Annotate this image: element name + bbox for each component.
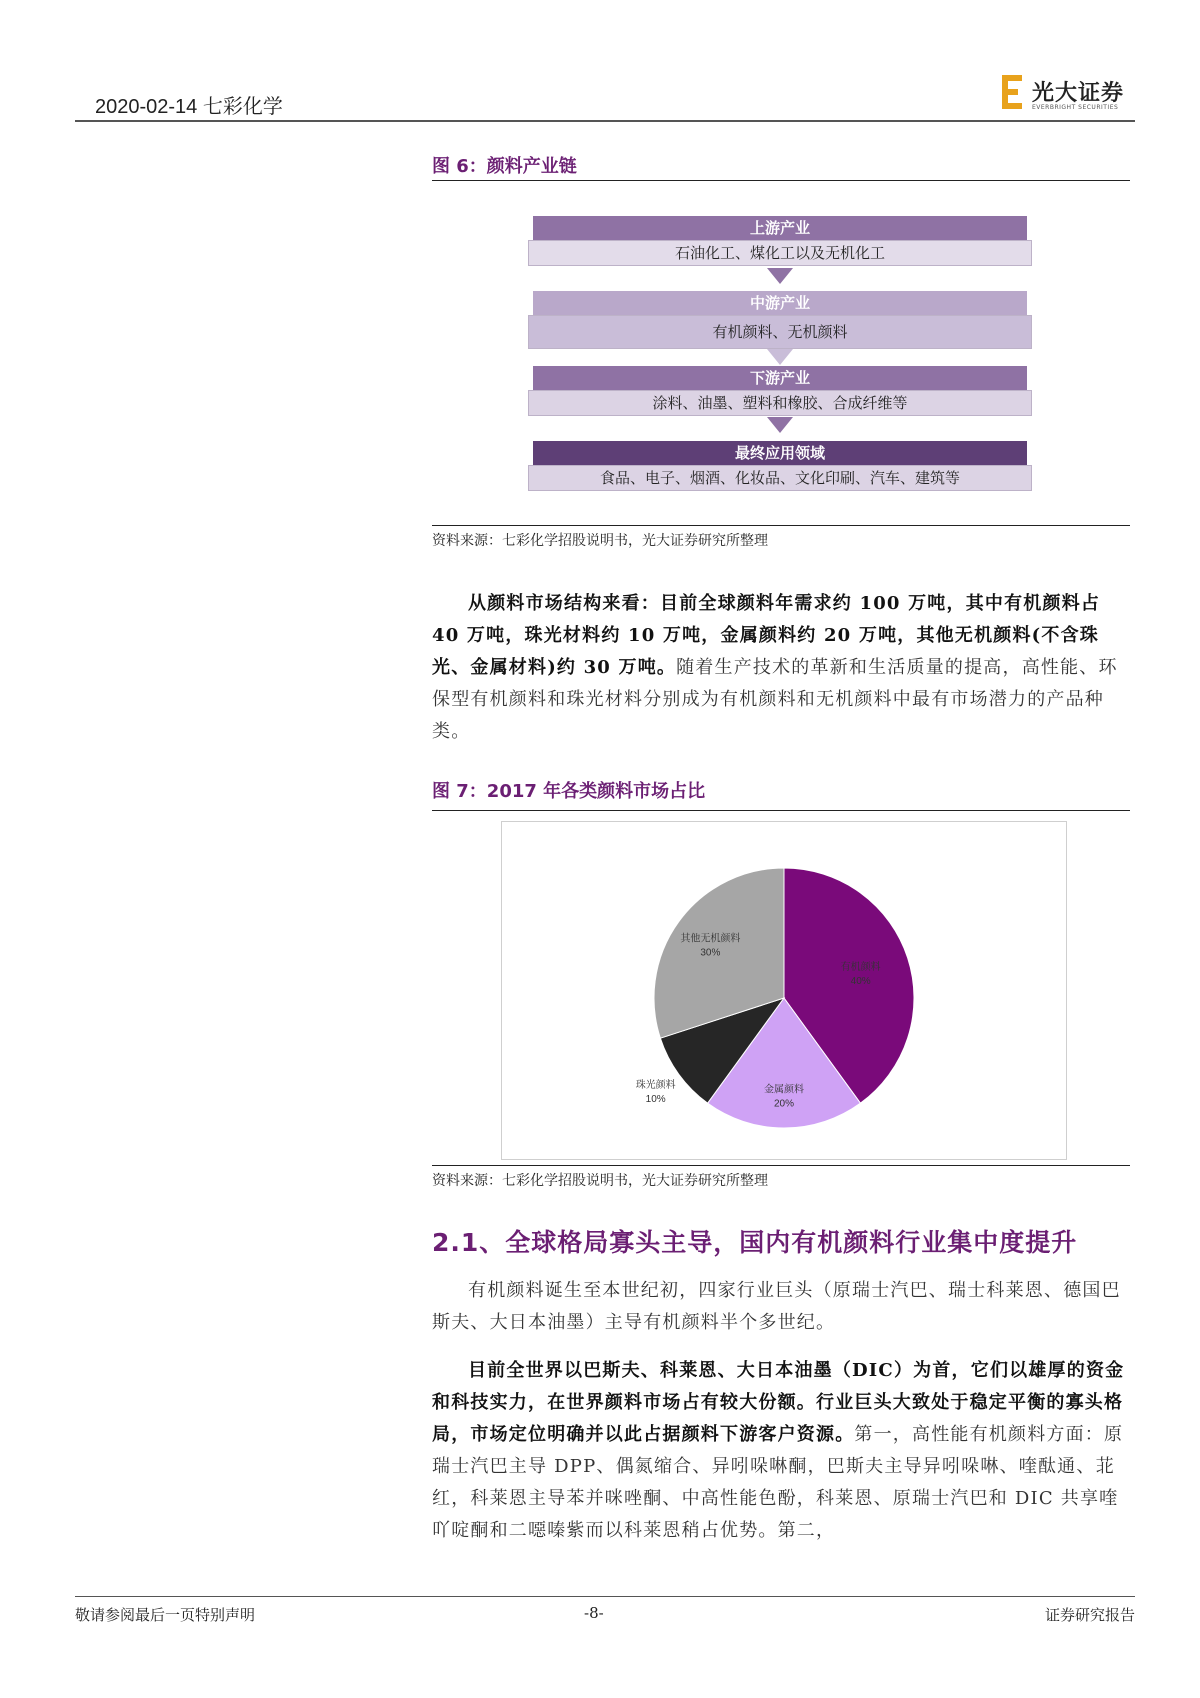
logo-subtext: EVERBRIGHT SECURITIES [1032, 104, 1119, 111]
pie-slice-name-label: 有机颜料 [840, 962, 881, 974]
section-paragraph-1: 有机颜料诞生至本世纪初，四家行业巨头（原瑞士汽巴、瑞士科莱恩、德国巴斯夫、大日本油墨）主导有机颜料半个多世纪。 [432, 1280, 1121, 1333]
chain-arrow-icon [767, 268, 793, 284]
chain-stage-final-content: 食品、电子、烟酒、化妆品、文化印刷、汽车、建筑等 [528, 465, 1032, 491]
pie-chart-frame [501, 821, 1067, 1160]
pie-slice-name-label: 珠光颜料 [635, 1080, 676, 1092]
figure6-title: 图 6：颜料产业链 [432, 156, 577, 177]
market-structure-paragraph [432, 588, 1130, 748]
section-paragraph-2-bold: 目前全世界以巴斯夫、科莱恩、大日本油墨（DIC）为首，它们以雄厚的资金和科技实力，在世界颜料市场占有较大份额。行业巨头大致处于稳定平衡的寡头格局，市场定位明确并以此占据颜料下游客户资源。 [432, 1360, 1125, 1445]
section-heading: 2.1、全球格局寡头主导，国内有机颜料行业集中度提升 [432, 1228, 1078, 1257]
pie-slice-name-label: 其他无机颜料 [680, 933, 741, 945]
figure7-title: 图 7：2017 年各类颜料市场占比 [432, 781, 706, 802]
figure6-bottom-rule [432, 525, 1130, 526]
figure6-source: 资料来源：七彩化学招股说明书，光大证券研究所整理 [432, 533, 768, 549]
section-paragraph-2 [432, 1355, 1130, 1547]
footer-report-type: 证券研究报告 [1044, 1606, 1135, 1624]
chain-stage-midstream-content: 有机颜料、无机颜料 [528, 315, 1032, 349]
chain-stage-downstream-content: 涂料、油墨、塑料和橡胶、合成纤维等 [528, 390, 1032, 416]
pie-slice-value-label: 10% [645, 1094, 666, 1106]
pie-chart [502, 822, 1066, 1159]
chain-stage-final-header: 最终应用领域 [533, 441, 1027, 465]
figure7-top-rule [432, 810, 1130, 811]
figure6-top-rule [432, 180, 1130, 181]
pie-slice-name-label: 金属颜料 [764, 1084, 804, 1096]
market-structure-bold: 从颜料市场结构来看：目前全球颜料年需求约 100 万吨，其中有机颜料占 40 万吨，珠光材料约 10 万吨，金属颜料约 20 万吨，其他无机颜料(不含珠光、金属材料)约 30 万吨。 [432, 593, 1101, 678]
pie-slice-value-label: 40% [850, 976, 871, 988]
figure7-source: 资料来源：七彩化学招股说明书，光大证券研究所整理 [432, 1173, 768, 1189]
header-rule [75, 120, 1135, 122]
chain-stage-downstream-header: 下游产业 [533, 366, 1027, 390]
section-paragraph-2-text: 第一，高性能有机颜料方面：原瑞士汽巴主导 DPP、偶氮缩合、异吲哚啉酮，巴斯夫主导异吲哚啉、喹酞通、苝红，科莱恩主导苯并咪唑酮、中高性能色酚，科莱恩、原瑞士汽巴和 DIC 共享喹吖啶酮和二噁嗪紫而以科莱恩稍占优势。第二， [432, 1424, 1124, 1541]
logo-icon [1002, 75, 1026, 109]
footer-disclaimer: 敬请参阅最后一页特别声明 [75, 1606, 256, 1624]
footer-page-number: -8- [584, 1604, 604, 1622]
pie-slice-value-label: 30% [700, 947, 721, 959]
chain-stage-midstream-header: 中游产业 [533, 291, 1027, 315]
chain-stage-upstream-header: 上游产业 [533, 216, 1027, 240]
figure7-bottom-rule [432, 1165, 1130, 1166]
pie-slice-value-label: 20% [773, 1098, 795, 1110]
market-structure-text: 随着生产技术的革新和生活质量的提高，高性能、环保型有机颜料和珠光材料分别成为有机颜料和无机颜料中最有市场潜力的产品种类。 [432, 657, 1118, 742]
chain-arrow-icon [767, 417, 793, 433]
footer-rule [75, 1596, 1135, 1597]
logo-text: 光大证券 [1032, 81, 1125, 106]
header-date-company: 2020-02-14 七彩化学 [95, 96, 283, 118]
chain-arrow-icon [767, 349, 793, 365]
chain-stage-upstream-content: 石油化工、煤化工以及无机化工 [528, 240, 1032, 266]
